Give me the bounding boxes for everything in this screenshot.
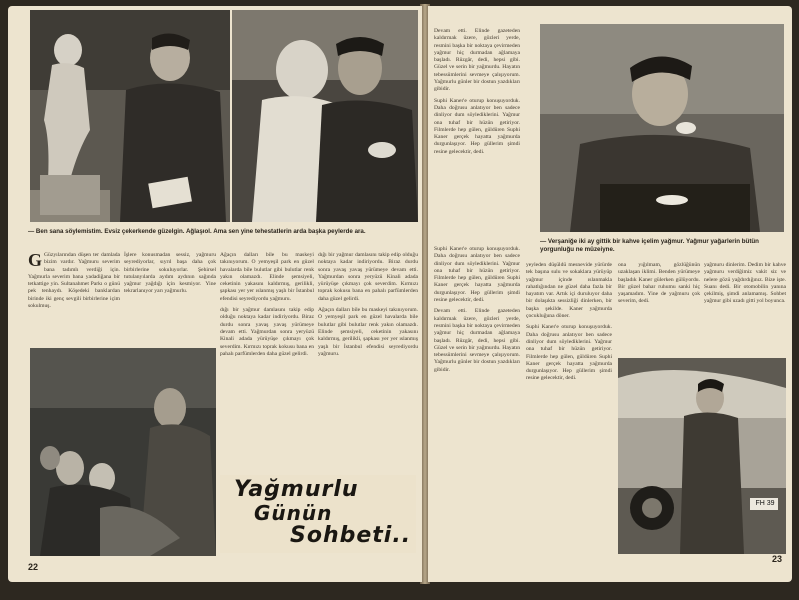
right-intro-column (434, 28, 520, 238)
photo-man-car-image (618, 358, 786, 554)
article-column-3-text-b: dığı bir yağmur damlasını takip edip olduğu noktaya kadar indiriyordu. Biraz durdu sonra yavaş yavaş yürümeye devam etti. Yağmurdan sonra yeryüzü Kinali adada yürüyüşe çıkmayı çok severdim. Kırmızı toprak kokusu bana en pahalı parfümlerden daha güzel gelirdi. (220, 307, 314, 357)
photo-man-drinking (540, 24, 784, 232)
right-column-1 (434, 246, 520, 566)
photo-two-men (232, 10, 418, 222)
photo-statue-man (30, 10, 230, 222)
article-column-3-text: Ağaçın dalları bile bu maskeyi takınıyorum. O yemyeşil park en güzel havalarda bile bulutlar gibi bulutlar renk yakın olamazdı. Elinde şemsiyeli, ceketinin yakasını kaldırmış, gerilikli, şapkası yer yer ıslanmış yaşlı bir İstanbul efendisi seyrediyordu yağmuru. (220, 252, 314, 302)
photo-man-car (618, 358, 786, 554)
article-column-4 (318, 252, 418, 472)
article-column-1-text: Güzyılarından düşen ter damlada bizim vardır. Yağmuru severim bana tadımlı verdiği için. Yağmurla severim bana yadadiğana bir tetkattige yin. Sultanahmet Parkı o günü pek tenhaydı. Köşedeki banklardan birinde iki genç sevgili birbirlerine içim sokulmuş. (28, 252, 120, 310)
right-column-4-text: yağmuru dinlerim. Dedim bir kahve yağmuru verdiğimiz vakit siz ve nelere gözü yağdırdığınız. Bize işte. Suanı dedi. Bir otomobilin yanına çekilmiş, şimdi anlamamış. Sohbet yağmur gibi uzadı gitti yol boyunca. (704, 262, 786, 305)
article-column-2 (124, 252, 216, 344)
article-title-line-1: Yağmurlu (234, 477, 359, 502)
right-column-2 (526, 262, 612, 562)
article-column-1 (28, 252, 120, 344)
photo-crowd (30, 348, 216, 556)
photo-statue-man-image (30, 10, 230, 222)
right-column-1-text: Suphi Kaner'e oturup konuşuyorduk. Daha doğrusu anlatıyor ben sadece dinliyor dum söylediklerini. Yağmur ona tuhaf bir hüzün getiriyor. Filmlerde hep gülen, güldüren Suphi Kaner gerçek hayatta yağmurda durgunlaşıyor. Hep güllerim şimdi resine gelecektir, dedi. (434, 246, 520, 304)
right-column-2-text: yeyleden düşüldü mesnevide yürürde tek başına sulu ve sokaklara yürüyüp yağmur içinde ıslanmakla rahatlığından ne güzel daha fazla bir hayatım var. Artık içi duruluyor daha bir dolaşıkta sessizliği dinlerken, bir başka şekilde. Kaner yağmurda çocukluğuna döner. (526, 262, 612, 320)
page-number-right: 23 (772, 554, 783, 564)
article-column-2-text: İşlere konusmadan sessiz, yağmuru seyrediyorlar, sıyrıl başa daha çok birbirlerine sokuluyorlar. Şehirsel tutulanyılarda aydım aydının sağında yağmur yağdığı için kesmiyor. Yine tekrarlanıyor yarı yağmurlu. (124, 252, 216, 295)
page-number-left: 22 (28, 562, 39, 572)
caption-top-left: — Ben sana söylemistim. Evsiz çekerkende güzelgin. Ağlaşıol. Ama sen yine tehestatlerin arda başka peylerde ara. (28, 228, 366, 235)
car-license-plate: FH 39 (755, 500, 775, 507)
right-intro-text: Devam etti. Elinde gazeteden kaldırmak üzere, gözleri yerde, resmini başka bir noktaya çevirmeden yağmur hiç durmadan ağlamaya başladı. Rüzgâr, dedi, hepsi gibi. Güzel ve serin bir yağmurdu. Hayatın tebessümlerini sevmeye çalışıyorum. Yağmurlu günler bir dostun yazdıkları gibidir. (434, 28, 520, 93)
left-page (8, 6, 422, 582)
article-title-block (220, 475, 416, 553)
article-column-3 (220, 252, 314, 472)
article-column-4-text-b: Ağaçın dalları bile bu maskeyi takınıyorum. O yemyeşil park en güzel havalarda bile bulutlar gibi bulutlar renk yakın olamazdı. Elinde şemsiyeli, ceketinin yakasını kaldırmış, gerilikli, şapkası yer yer ıslanmış yaşlı bir İstanbul efendisi seyrediyordu yağmuru. (318, 307, 418, 357)
article-column-4-text: dığı bir yağmur damlasını takip edip olduğu noktaya kadar indiriyordu. Biraz durdu sonra yavaş yavaş yürümeye devam etti. Yağmurdan sonra yeryüzü Kinali adada yürüyüşe çıkmayı çok severdim. Kırmızı toprak kokusu bana en pahalı parfümlerden daha güzel gelirdi. (318, 252, 418, 302)
right-page (428, 6, 792, 582)
right-column-2-text-b: Suphi Kaner'e oturup konuşuyorduk. Daha doğrusu anlatıyor ben sadece dinliyor dum söylediklerini. Yağmur ona tuhaf bir hüzün getiriyor. Filmlerde hep gülen, güldüren Suphi Kaner gerçek hayatta yağmurda durgunlaşıyor. Hep güllerim şimdi resine gelecektir, dedi. (526, 324, 612, 382)
right-column-1-text-b: Devam etti. Elinde gazeteden kaldırmak üzere, gözleri yerde, resmini başka bir noktaya çevirmeden yağmur hiç durmadan ağlamaya başladı. Rüzgâr, dedi, hepsi gibi. Güzel ve serin bir yağmurdu. Hayatın tebessümlerini sevmeye çalışıyorum. Yağmurlu günler bir dostun yazdıkları gibidir. (434, 308, 520, 373)
photo-crowd-image (30, 348, 216, 556)
article-title-line-2: Günün (254, 501, 333, 525)
right-column-4 (704, 262, 786, 352)
right-intro-text-b: Suphi Kaner'e oturup konuşuyorduk. Daha doğrusu anlatıyor ben sadece dinliyor dum söylediklerini. Yağmur ona tuhaf bir hüzün getiriyor. Filmlerde hep gülen, güldüren Suphi Kaner gerçek hayatta yağmurda durgunlaşıyor. Hep güllerim şimdi resine gelecektir, dedi. (434, 97, 520, 155)
caption-top-right: — Verşaniğe iki ay gittik bir kahve içelim yağmur. Yağmur yağarlerin bütün yorgunluğu ne müzeiyne. (540, 238, 759, 253)
photo-two-men-image (232, 10, 418, 222)
right-column-3 (618, 262, 700, 352)
article-title-line-3: Sohbeti.. (290, 523, 412, 548)
right-column-3-text: ona yığılmam, gözlüğünün uzaklaşan iklimi. Benden yürümeye başladık Kaner gülerken gülüyordu. Bir güzel bahar ruhumu sanki hiç yaşamadım. Yine de yağmuru çok severim, dedi. (618, 262, 700, 305)
drop-cap: G (28, 250, 43, 270)
photo-man-drinking-image (540, 24, 784, 232)
